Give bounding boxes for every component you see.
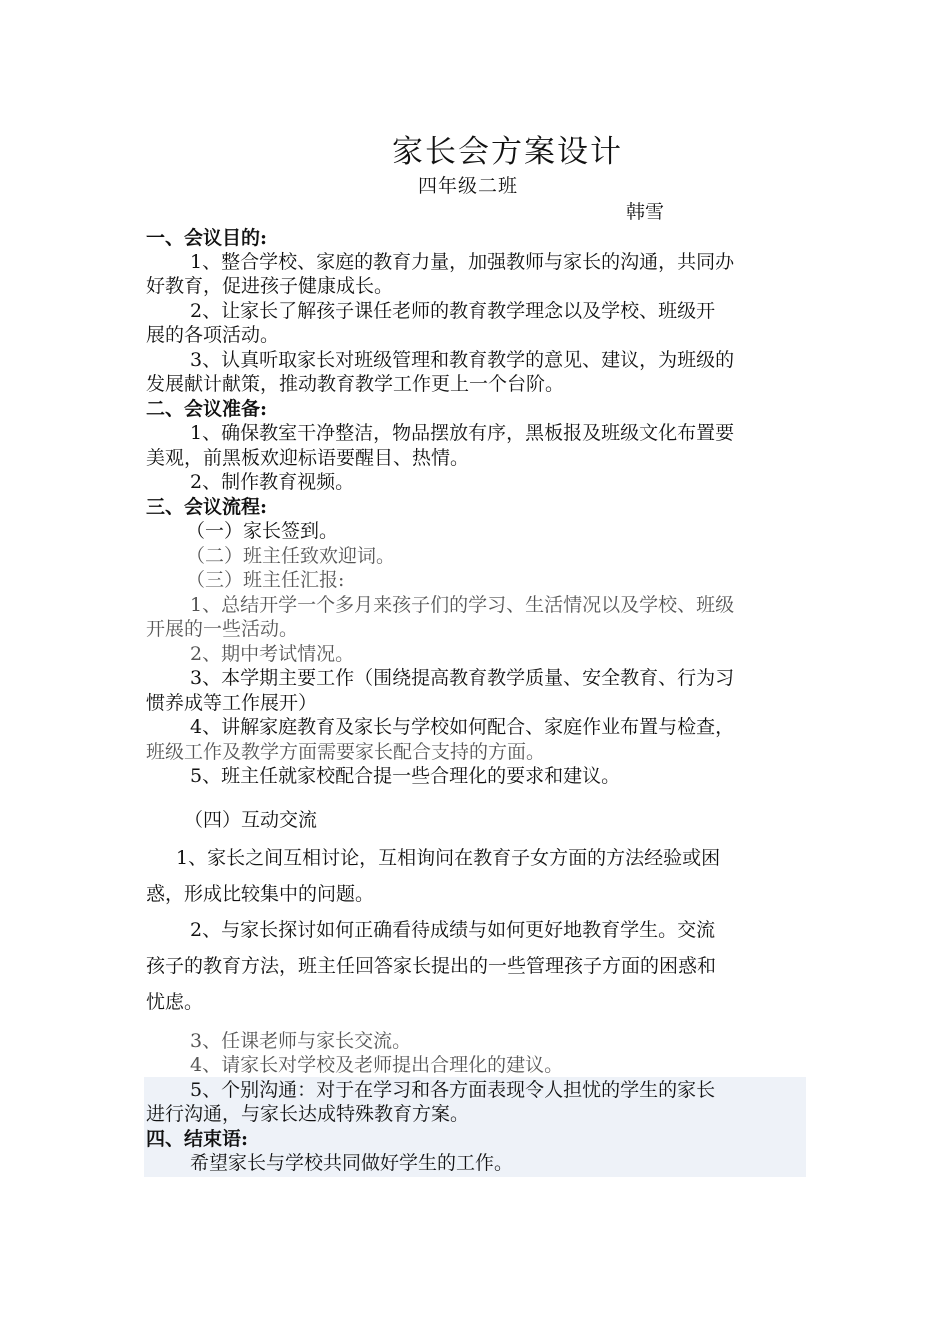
step-line: （一）家长签到。 [186,520,339,542]
paragraph-line: 1、整合学校、家庭的教育力量，加强教师与家长的沟通，共同办 [190,251,735,273]
document-title: 家长会方案设计 [392,134,623,170]
paragraph-line: 1、确保教室干净整洁，物品摆放有序，黑板报及班级文化布置要 [190,422,735,444]
step-line: （二）班主任致欢迎词。 [186,545,396,567]
paragraph-line: 孩子的教育方法，班主任回答家长提出的一些管理孩子方面的困惑和 [146,955,717,977]
paragraph-line: 4、请家长对学校及老师提出合理化的建议。 [190,1054,564,1076]
paragraph-line: 2、与家长探讨如何正确看待成绩与如何更好地教育学生。交流 [190,919,716,941]
paragraph-line: 好教育，促进孩子健康成长。 [146,275,394,297]
paragraph-line: 3、认真听取家长对班级管理和教育教学的意见、建议，为班级的 [190,349,735,371]
paragraph-line: 5、班主任就家校配合提一些合理化的要求和建议。 [190,765,621,787]
section-heading-process: 三、会议流程: [146,496,268,518]
paragraph-line: 发展献计献策，推动教育教学工作更上一个台阶。 [146,373,565,395]
paragraph-line: 1、家长之间互相讨论，互相询问在教育子女方面的方法经验或困 [176,847,721,869]
paragraph-line: 2、制作教育视频。 [190,471,355,493]
paragraph-line: 3、本学期主要工作（围绕提高教育教学质量、安全教育、行为习 [190,667,735,689]
paragraph-line: 希望家长与学校共同做好学生的工作。 [190,1152,514,1174]
paragraph-line: 展的各项活动。 [146,324,280,346]
step-line: （三）班主任汇报: [186,569,345,591]
section-heading-purpose: 一、会议目的: [146,227,268,249]
paragraph-line: 2、让家长了解孩子课任老师的教育教学理念以及学校、班级开 [190,300,716,322]
class-name: 四年级二班 [418,175,519,197]
paragraph-line: 忧虑。 [146,991,204,1013]
paragraph-line: 美观，前黑板欢迎标语要醒目、热情。 [146,447,470,469]
section-heading-closing: 四、结束语: [146,1128,249,1150]
paragraph-line: 4、讲解家庭教育及家长与学校如何配合、家庭作业布置与检查， [190,716,735,738]
paragraph-line: 惑，形成比较集中的问题。 [146,883,375,905]
paragraph-line: 3、任课老师与家长交流。 [190,1030,412,1052]
paragraph-line: 惯养成等工作展开） [146,692,318,714]
paragraph-line: 2、期中考试情况。 [190,643,355,665]
paragraph-line: 1、总结开学一个多月来孩子们的学习、生活情况以及学校、班级 [190,594,735,616]
step-line: （四）互动交流 [184,809,318,831]
author-name: 韩雪 [626,201,665,223]
paragraph-line: 班级工作及教学方面需要家长配合支持的方面。 [146,741,546,763]
paragraph-line: 开展的一些活动。 [146,618,299,640]
paragraph-line: 5、个别沟通：对于在学习和各方面表现令人担忧的学生的家长 [190,1079,716,1101]
section-heading-preparation: 二、会议准备: [146,398,268,420]
paragraph-line: 进行沟通，与家长达成特殊教育方案。 [146,1103,470,1125]
